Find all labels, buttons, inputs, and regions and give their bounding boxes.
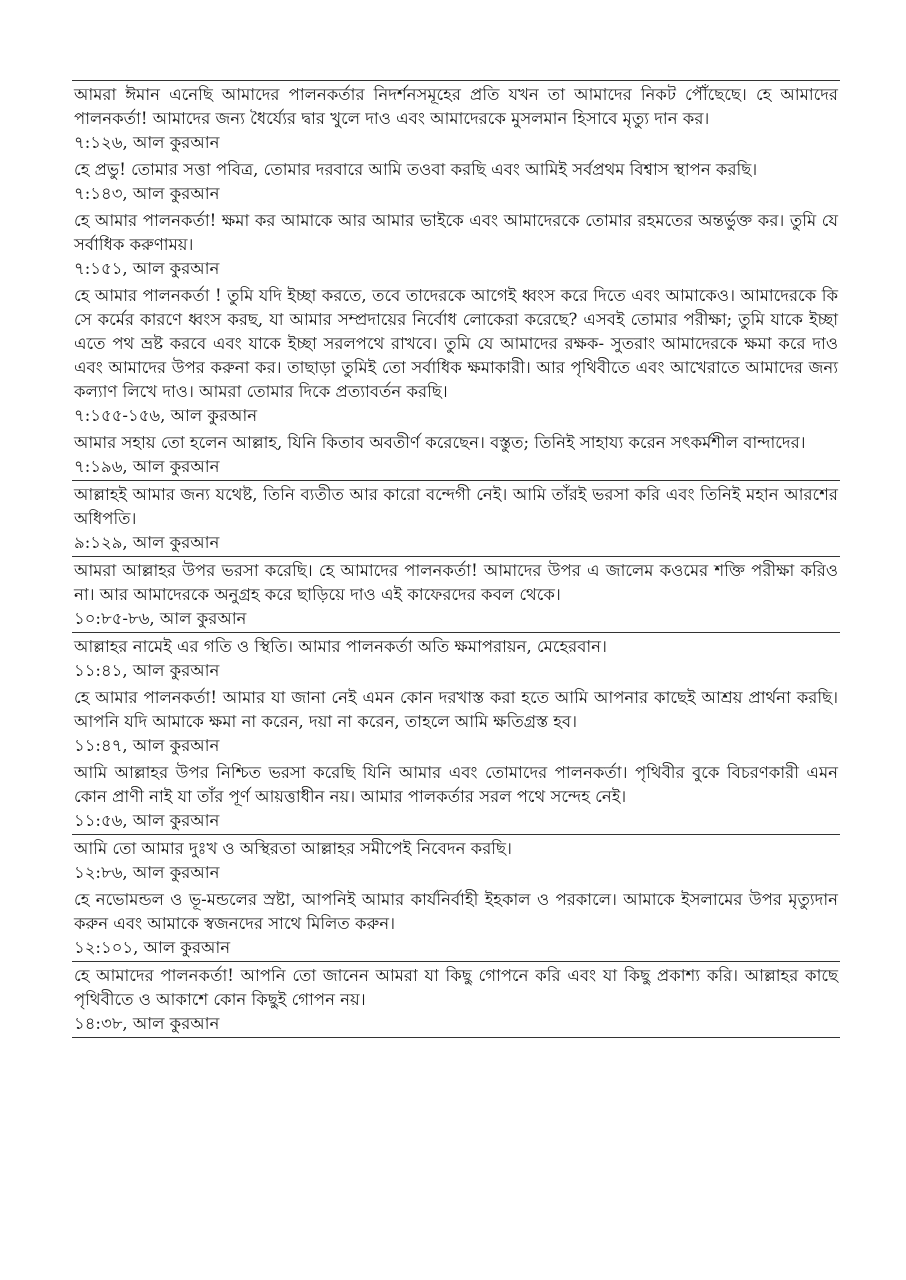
verse-reference: ১২:১০১, আল কুরআন bbox=[74, 938, 231, 957]
verse-entry bbox=[72, 207, 840, 282]
verse-entry bbox=[72, 886, 840, 961]
verse-entry bbox=[72, 557, 840, 632]
verse-reference: ৯:১২৯, আল কুরআন bbox=[74, 533, 220, 552]
verse-text: হে আমাদের পালনকর্তা! আপনি তো জানেন আমরা যা কিছু গোপনে করি এবং যা কিছু প্রকাশ্য করি। আল্লাহর কাছে পৃথিবীতে ও আকাশে কোন কিছুই গোপন নয়। bbox=[74, 966, 838, 1009]
document-page bbox=[72, 80, 840, 1038]
verse-reference: ১০:৮৫-৮৬, আল কুরআন bbox=[74, 609, 247, 628]
verse-reference: ৭:১২৬, আল কুরআন bbox=[74, 133, 220, 152]
verse-group bbox=[72, 80, 840, 480]
verse-entry bbox=[72, 156, 840, 207]
verse-reference: ১২:৮৬, আল কুরআন bbox=[74, 863, 220, 882]
verse-text: আমি তো আমার দুঃখ ও অস্থিরতা আল্লাহর সমীপেই নিবেদন করছি। bbox=[74, 839, 512, 858]
verse-reference: ৭:১৫১, আল কুরআন bbox=[74, 259, 220, 278]
verse-entry bbox=[72, 684, 840, 759]
verse-text: আল্লাহর নামেই এর গতি ও স্থিতি। আমার পালনকর্তা অতি ক্ষমাপরায়ন, মেহেরবান। bbox=[74, 637, 607, 656]
verse-group bbox=[72, 632, 840, 834]
verse-entry bbox=[72, 81, 840, 156]
verse-text: আমরা ঈমান এনেছি আমাদের পালনকর্তার নিদর্শনসমূহের প্রতি যখন তা আমাদের নিকট পৌঁছেছে। হে আমাদের পালনকর্তা! আমাদের জন্য ধৈর্য্যের দ্বার খুলে দাও এবং আমাদেরকে মুসলমান হিসাবে মৃত্যু দান কর। bbox=[74, 85, 838, 128]
verse-text: আমরা আল্লাহর উপর ভরসা করেছি। হে আমাদের পালনকর্তা! আমাদের উপর এ জালেম কওমের শক্তি পরীক্ষা করিও না। আর আমাদেরকে অনুগ্রহ করে ছাড়িয়ে দাও এই কাফেরদের কবল থেকে। bbox=[74, 561, 838, 604]
verse-text: হে আমার পালনকর্তা! আমার যা জানা নেই এমন কোন দরখাস্ত করা হতে আমি আপনার কাছেই আশ্রয় প্রার্থনা করছি। আপনি যদি আমাকে ক্ষমা না করেন, দয়া না করেন, তাহলে আমি ক্ষতিগ্রস্ত হব। bbox=[74, 688, 838, 731]
verse-reference: ১১:৫৬, আল কুরআন bbox=[74, 811, 220, 830]
verse-entry bbox=[72, 835, 840, 886]
verse-entry bbox=[72, 429, 840, 480]
verse-text: আমি আল্লাহর উপর নিশ্চিত ভরসা করেছি যিনি আমার এবং তোমাদের পালনকর্তা। পৃথিবীর বুকে বিচরণকারী এমন কোন প্রাণী নাই যা তাঁর পূর্ণ আয়ত্তাধীন নয়। আমার পালকর্তার সরল পথে সন্দেহ নেই। bbox=[74, 763, 838, 806]
verse-text: আমার সহায় তো হলেন আল্লাহ, যিনি কিতাব অবতীর্ণ করেছেন। বস্তুত; তিনিই সাহায্য করেন সৎকর্মশীল বান্দাদের। bbox=[74, 433, 806, 452]
verse-reference: ১১:৪৭, আল কুরআন bbox=[74, 736, 220, 755]
verse-entry bbox=[72, 962, 840, 1037]
verse-entry bbox=[72, 481, 840, 556]
verse-text: হে নভোমন্ডল ও ভূ-মন্ডলের স্রষ্টা, আপনিই আমার কার্যনির্বাহী ইহকাল ও পরকালে। আমাকে ইসলামের উপর মৃত্যুদান করুন এবং আমাকে স্বজনদের সাথে মিলিত করুন। bbox=[74, 890, 838, 933]
verse-text: হে প্রভু! তোমার সত্তা পবিত্র, তোমার দরবারে আমি তওবা করছি এবং আমিই সর্বপ্রথম বিশ্বাস স্থাপন করছি। bbox=[74, 160, 758, 179]
verse-text: আল্লাহই আমার জন্য যথেষ্ট, তিনি ব্যতীত আর কারো বন্দেগী নেই। আমি তাঁরই ভরসা করি এবং তিনিই মহান আরশের অধিপতি। bbox=[74, 485, 838, 528]
verse-group bbox=[72, 480, 840, 556]
verse-groups bbox=[72, 80, 840, 1038]
verse-reference: ৭:১৯৬, আল কুরআন bbox=[74, 457, 220, 476]
verse-reference: ১১:৪১, আল কুরআন bbox=[74, 661, 220, 680]
verse-reference: ১৪:৩৮, আল কুরআন bbox=[74, 1014, 220, 1033]
verse-group bbox=[72, 556, 840, 632]
verse-entry bbox=[72, 633, 840, 684]
verse-group bbox=[72, 834, 840, 961]
verse-entry bbox=[72, 759, 840, 834]
verse-entry bbox=[72, 282, 840, 429]
verse-reference: ৭:১৫৫-১৫৬, আল কুরআন bbox=[74, 406, 258, 425]
verse-text: হে আমার পালনকর্তা! ক্ষমা কর আমাকে আর আমার ভাইকে এবং আমাদেরকে তোমার রহমতের অন্তর্ভুক্ত কর। তুমি যে সর্বাধিক করুণাময়। bbox=[74, 211, 838, 254]
verse-group bbox=[72, 961, 840, 1038]
verse-reference: ৭:১৪৩, আল কুরআন bbox=[74, 184, 220, 203]
verse-text: হে আমার পালনকর্তা ! তুমি যদি ইচ্ছা করতে, তবে তাদেরকে আগেই ধ্বংস করে দিতে এবং আমাকেও। আমাদেরকে কি সে কর্মের কারণে ধ্বংস করছ, যা আমার সম্প্রদায়ের নির্বোধ লোকেরা করেছে? এসবই তোমার পরীক্ষা; তুমি যাকে ইচ্ছা এতে পথ ভ্রষ্ট করবে এবং যাকে ইচ্ছা সরলপথে রাখবে। তুমি যে আমাদের রক্ষক- সুতরাং আমাদেরকে ক্ষমা করে দাও এবং আমাদের উপর করুনা কর। তাছাড়া তুমিই তো সর্বাধিক ক্ষমাকারী। আর পৃথিবীতে এবং আখেরাতে আমাদের জন্য কল্যাণ লিখে দাও। আমরা তোমার দিকে প্রত্যাবর্তন করছি। bbox=[74, 286, 838, 401]
